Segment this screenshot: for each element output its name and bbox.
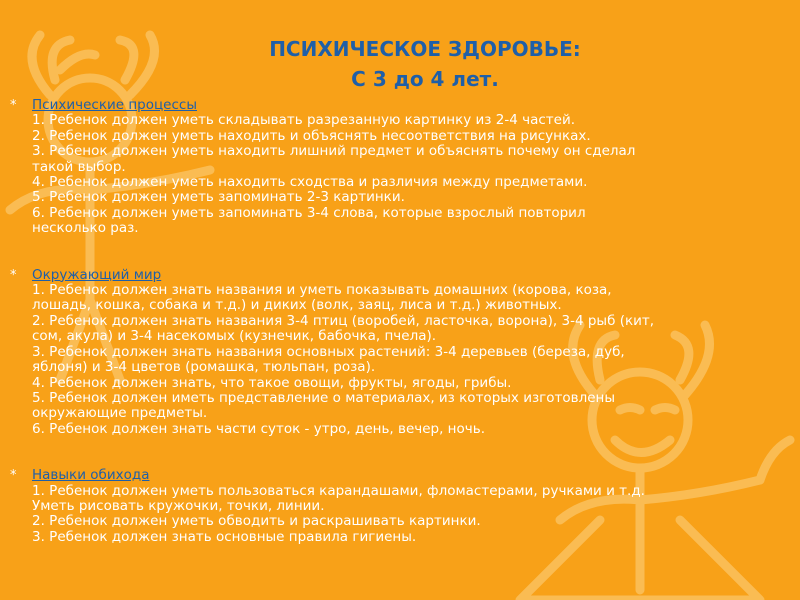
section-heading[interactable]: Психические процессы	[32, 97, 197, 113]
section-heading[interactable]: Навыки обихода	[32, 467, 150, 484]
content	[10, 98, 710, 576]
list-item: 1. Ребенок должен знать названия и уметь показывать домашних (корова, коза, лошадь, кошка, собака и т.д.) и диких (волк, заяц, лиса и т.д.) животных.	[32, 282, 612, 314]
list-item: 3. Ребенок должен знать названия основных растений: 3-4 деревьев (береза, дуб, яблоня) и 3-4 цветов (ромашка, тюльпан, роза).	[32, 343, 625, 376]
list-item: 2. Ребенок должен уметь обводить и раскрашивать картинки.	[32, 513, 481, 530]
list-item: 2. Ребенок должен знать названия 3-4 птиц (воробей, ласточка, ворона), 3-4 рыб (кит, сом, акула) и 3-4 насекомых (кузнечик, бабочка, пчела).	[32, 312, 655, 345]
page-title	[195, 34, 655, 94]
section-surrounding-world	[10, 268, 710, 437]
section-mental-processes	[10, 98, 710, 237]
list-item: 5. Ребенок должен иметь представление о материалах, из которых изготовлены окружающие предметы.	[32, 389, 616, 422]
bullet-star-icon: *	[10, 98, 17, 113]
list-item: 3. Ребенок должен знать основные правила гигиены.	[32, 528, 417, 545]
list-item: 6. Ребенок должен знать части суток - утро, день, вечер, ночь.	[32, 420, 485, 437]
list-item: 6. Ребенок должен уметь запоминать 3-4 слова, которые взрослый повторил несколько раз.	[32, 204, 586, 237]
list-item: 5. Ребенок должен уметь запоминать 2-3 картинки.	[32, 189, 405, 206]
list-item: 1. Ребенок должен уметь складывать разрезанную картинку из 2-4 частей.	[32, 112, 576, 129]
list-item: 2. Ребенок должен уметь находить и объяснять несоответствия на рисунках.	[32, 127, 591, 144]
list-item: 3. Ребенок должен уметь находить лишний предмет и объяснять почему он сделал такой выбор.	[32, 143, 636, 175]
title-line-1: ПСИХИЧЕСКОЕ ЗДОРОВЬЕ:	[269, 37, 581, 61]
section-daily-skills	[10, 468, 710, 545]
title-line-2: С 3 до 4 лет.	[351, 67, 499, 91]
list-item: 1. Ребенок должен уметь пользоваться карандашами, фломастерами, ручками и т.д. Уметь рисовать кружочки, точки, линии.	[32, 482, 645, 514]
list-item: 4. Ребенок должен знать, что такое овощи, фрукты, ягоды, грибы.	[32, 374, 512, 391]
bullet-star-icon: *	[10, 267, 17, 283]
list-item: 4. Ребенок должен уметь находить сходства и различия между предметами.	[32, 174, 588, 191]
section-heading[interactable]: Окружающий мир	[32, 266, 162, 283]
bullet-star-icon: *	[10, 468, 17, 484]
